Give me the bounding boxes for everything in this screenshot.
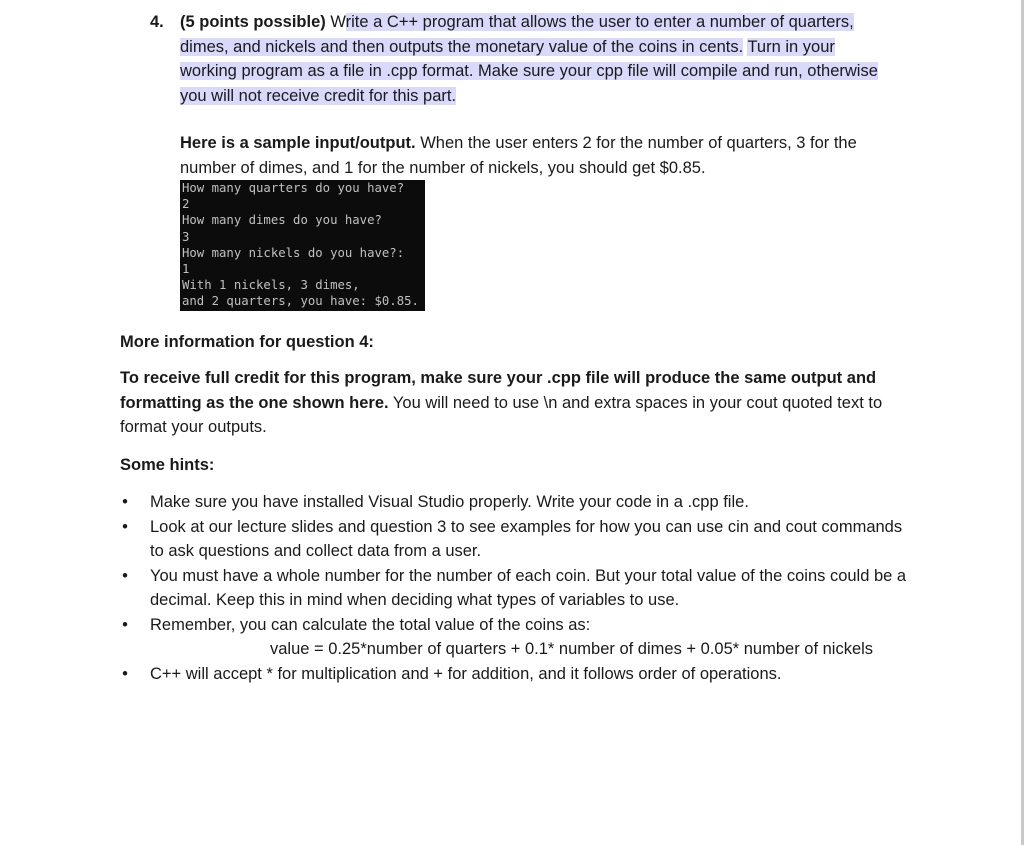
more-info-heading: More information for question 4: xyxy=(120,333,374,351)
hint-text: Remember, you can calculate the total value of the coins as: xyxy=(150,615,591,634)
list-item xyxy=(120,662,910,687)
list-item xyxy=(120,564,910,613)
highlighted-text-2[interactable]: Turn in your working program as a file in .cpp format. Make sure your cpp file will compile and run, otherwise you will not receive credit for this part. xyxy=(180,37,878,105)
console-line: 3 xyxy=(182,229,190,244)
console-line: With 1 nickels, 3 dimes, xyxy=(182,278,360,293)
hints-heading: Some hints: xyxy=(120,456,215,474)
bullet-icon: • xyxy=(122,517,128,536)
question-number: 4. xyxy=(150,13,164,31)
console-line: 1 xyxy=(182,262,190,277)
list-item xyxy=(120,490,910,515)
hint-text: Make sure you have installed Visual Studio properly. Write your code in a .cpp file. xyxy=(150,493,749,511)
bullet-icon: • xyxy=(122,615,128,634)
console-line: and 2 quarters, you have: $0.85. xyxy=(182,294,419,309)
prompt-first-char: W xyxy=(330,13,346,31)
hint-text: You must have a whole number for the number of each coin. But your total value of the coins could be a decimal. Keep this in mind when deciding what types of variables to use. xyxy=(150,566,907,609)
hints-list xyxy=(120,490,910,686)
list-item xyxy=(120,515,910,564)
sample-label: Here is a sample input/output. xyxy=(180,134,416,152)
console-line: 2 xyxy=(182,197,190,212)
hint-text: C++ will accept * for multiplication and + for addition, and it follows order of operations. xyxy=(150,664,782,683)
question-text xyxy=(180,10,885,108)
console-line: How many nickels do you have?: xyxy=(182,245,405,260)
console-line: How many dimes do you have? xyxy=(182,213,382,228)
sample-description xyxy=(180,131,900,180)
points-label: (5 points possible) xyxy=(180,13,326,31)
console-output-image xyxy=(180,180,425,311)
credit-rest-text: You will need to use \n and extra spaces in your cout quoted text to format your outputs. xyxy=(120,393,883,436)
list-item xyxy=(120,613,910,662)
sample-text: When the user enters 2 for the number of quarters, 3 for the number of dimes, and 1 for the number of nickels, you should get $0.85. xyxy=(180,134,857,177)
credit-bold-text: To receive full credit for this program, make sure your .cpp file will produce the same output and formatting as the one shown here. xyxy=(120,369,877,412)
console-line: How many quarters do you have? xyxy=(182,181,405,195)
bullet-icon: • xyxy=(122,566,128,585)
highlighted-text-1[interactable]: rite a C++ program that allows the user to enter a number of quarters, dimes, and nickels and then outputs the monetary value of the coins in cents. xyxy=(180,13,854,56)
bullet-icon: • xyxy=(122,493,128,511)
formula-text: value = 0.25*number of quarters + 0.1* number of dimes + 0.05* number of nickels xyxy=(270,640,874,658)
bullet-icon: • xyxy=(122,664,128,683)
credit-paragraph xyxy=(120,366,910,440)
hint-text: Look at our lecture slides and question 3 to see examples for how you can use cin and cout commands to ask questions and collect data from a user. xyxy=(150,517,903,560)
